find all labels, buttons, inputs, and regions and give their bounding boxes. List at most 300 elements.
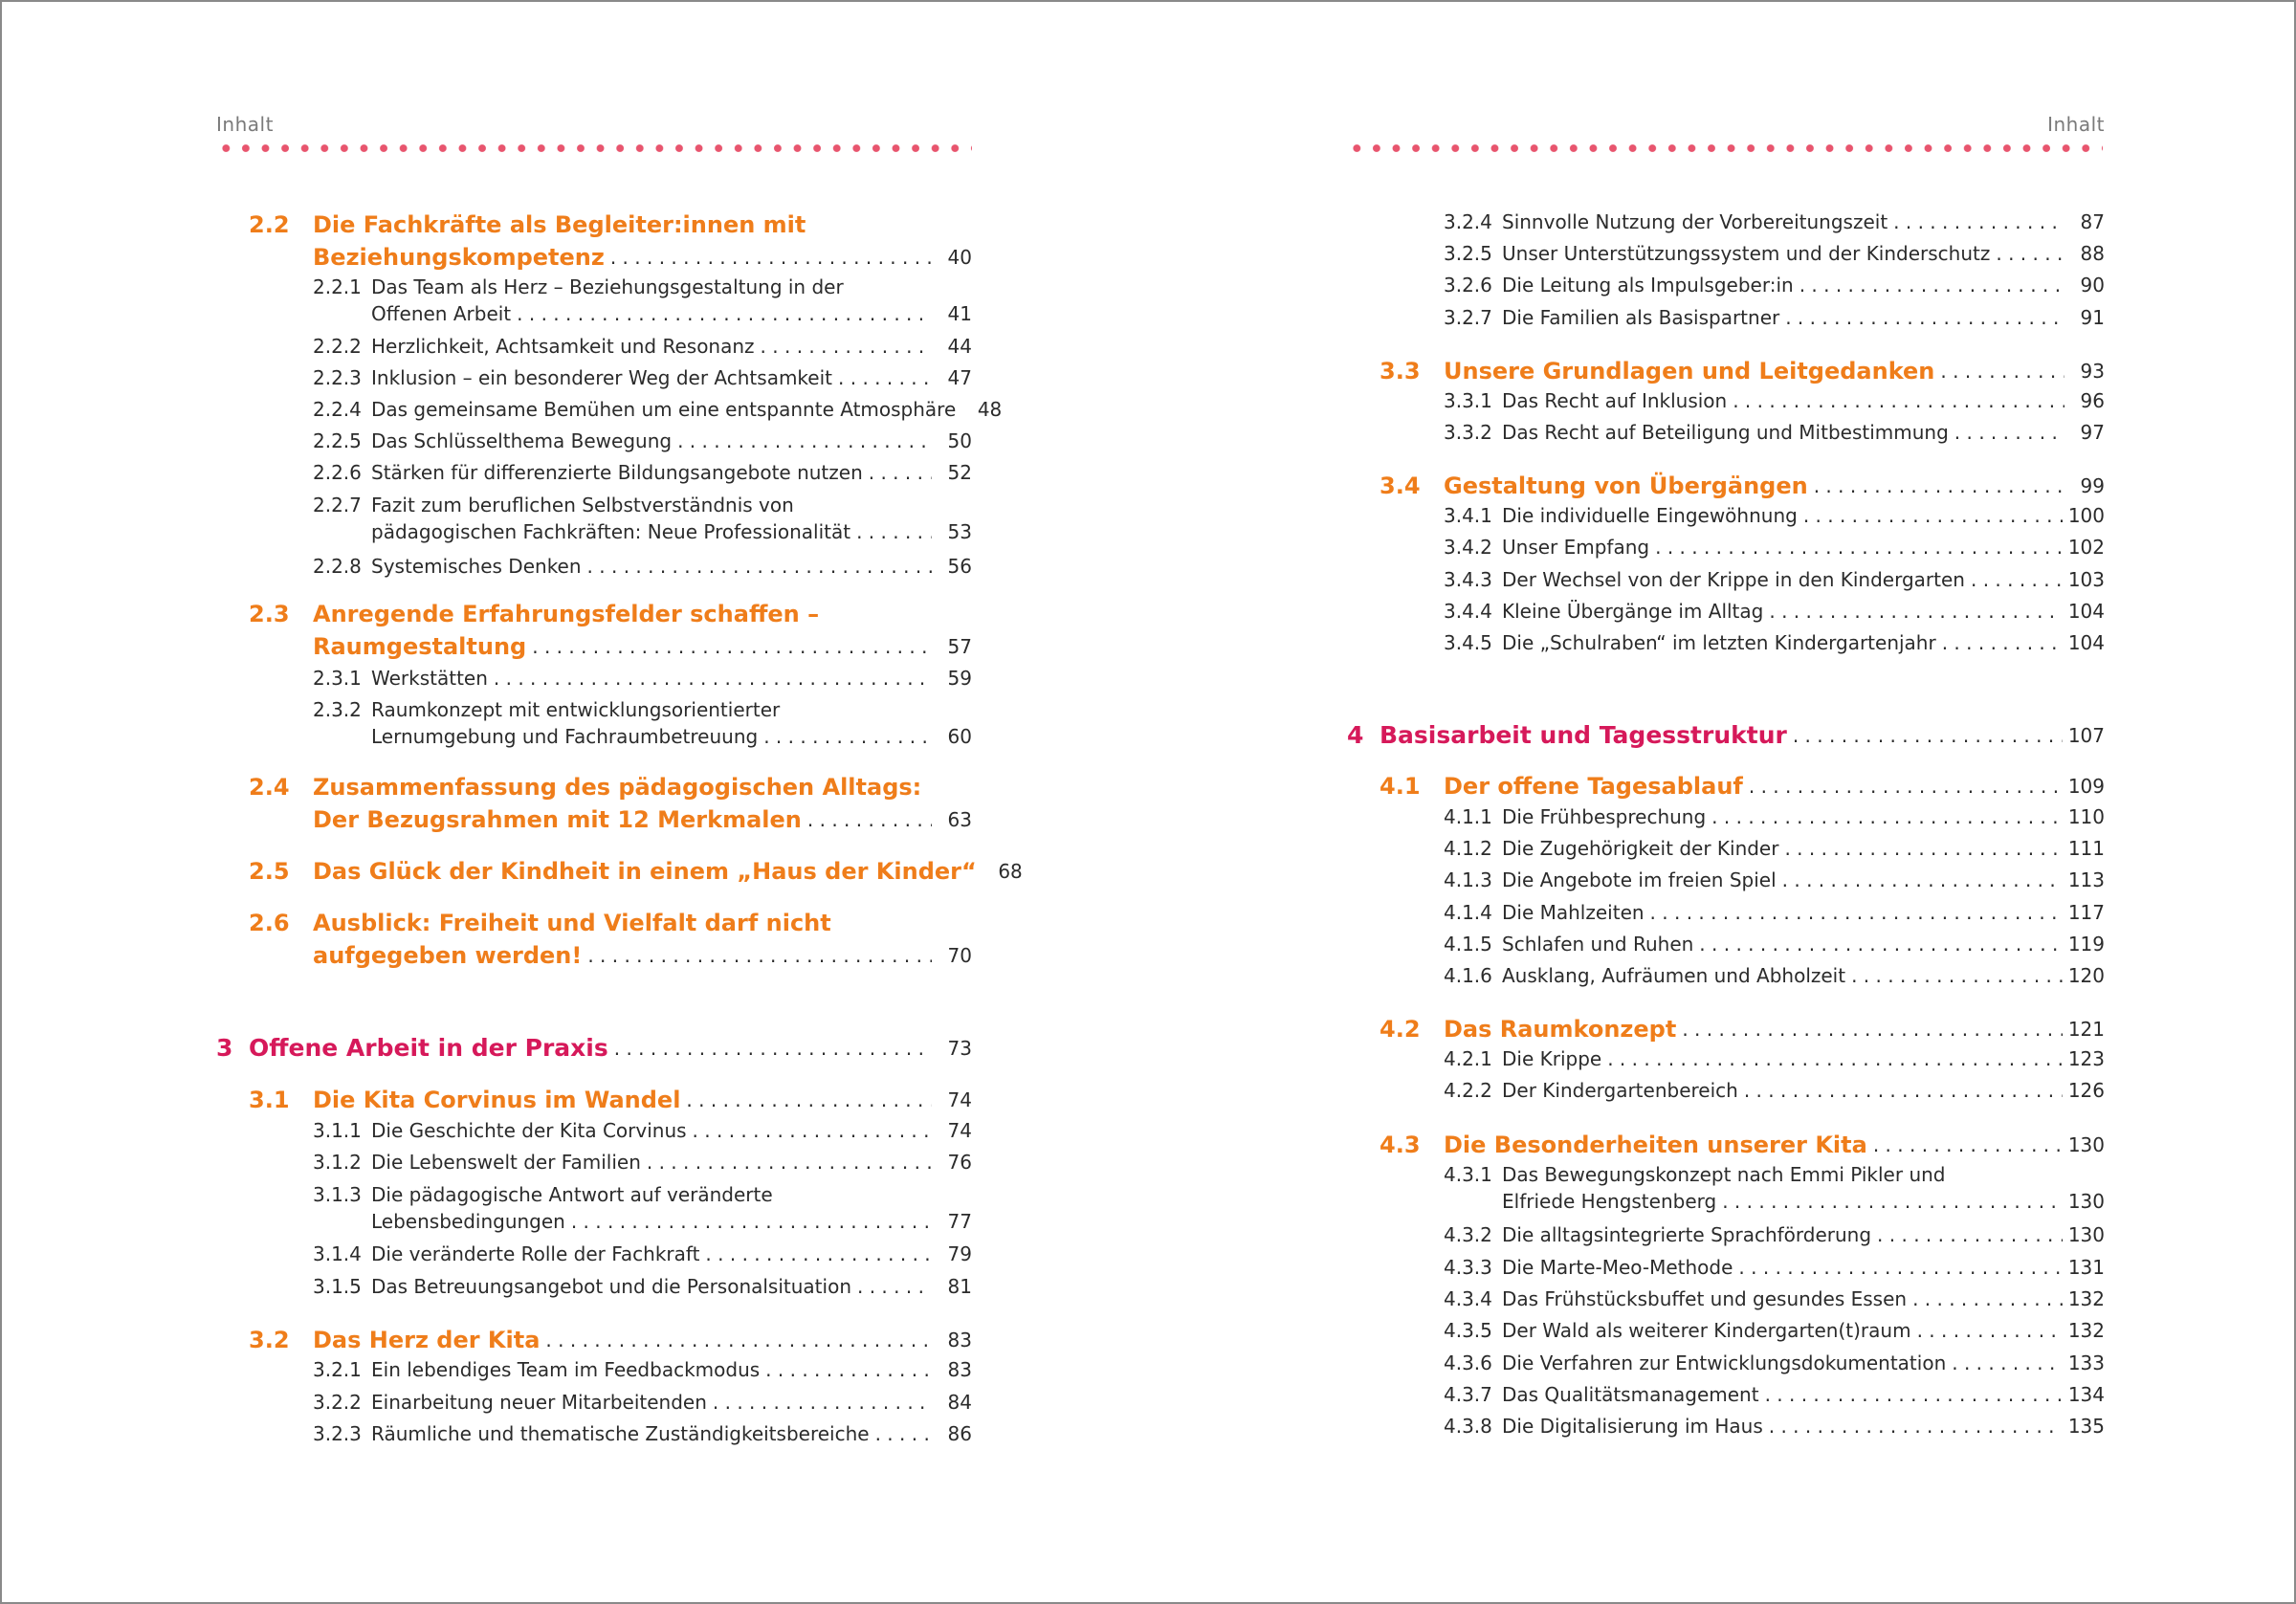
toc-entry-title-line: Basisarbeit und Tagesstruktur — [1380, 721, 1787, 749]
toc-entry-number: 3.2.4 — [1444, 210, 1492, 233]
toc-entry-page-number: 93 — [2080, 360, 2105, 383]
toc-entry-title-line: Die Angebote im freien Spiel — [1502, 868, 1777, 891]
dot-leader — [1769, 1413, 2063, 1439]
toc-entry-title-line: Ausblick: Freiheit und Vielfalt darf nicht — [313, 910, 831, 936]
toc-entry-title-line: Die Mahlzeiten — [1502, 901, 1645, 924]
toc-entry-number: 3.4 — [1380, 472, 1421, 499]
toc-entry-page-number: 70 — [947, 944, 972, 967]
dot-leader — [1682, 1013, 2062, 1045]
toc-entry-title — [371, 1389, 972, 1416]
toc-entry-title — [1444, 770, 2105, 802]
toc-entry-number: 3.4.4 — [1444, 600, 1492, 623]
toc-entry-title — [313, 1084, 972, 1116]
toc-entry-page-number: 40 — [947, 246, 972, 269]
toc-entry-title-line: Das Team als Herz – Beziehungsgestaltung in der — [371, 275, 844, 298]
toc-entry-title — [371, 1241, 972, 1267]
dot-leader — [763, 723, 932, 750]
toc-entry-title — [313, 771, 972, 836]
toc-entry-page-number: 130 — [2067, 1223, 2105, 1246]
toc-entry-title-line: Raumkonzept mit entwicklungsorientierter — [371, 698, 781, 721]
dot-leader — [1722, 1188, 2063, 1215]
toc-entry-title — [1502, 387, 2105, 414]
dotted-rule — [216, 143, 972, 153]
toc-entry-title-line: Unser Unterstützungssystem und der Kinderschutz — [1502, 242, 1991, 265]
toc-entry-number: 4.3.5 — [1444, 1319, 1492, 1342]
dot-leader — [1814, 470, 2064, 502]
dot-leader — [494, 665, 932, 692]
toc-entry-number: 4.1.1 — [1444, 805, 1492, 828]
toc-entry-title-line: Der Wald als weiterer Kindergarten(t)raum — [1502, 1319, 1911, 1342]
toc-entry-page-number: 44 — [947, 335, 972, 358]
toc-entry-title-line: Räumliche und thematische Zuständigkeitsbereiche — [371, 1422, 870, 1445]
dot-leader — [869, 459, 932, 486]
toc-entry-page-number: 102 — [2067, 536, 2105, 559]
toc-entry-title — [1502, 962, 2105, 989]
toc-entry-number: 3.2.1 — [313, 1358, 362, 1381]
toc-entry-page-number: 117 — [2067, 901, 2105, 924]
toc-entry-title — [1502, 867, 2105, 893]
toc-entry-title-line: Fazit zum beruflichen Selbstverständnis von — [371, 494, 794, 516]
toc-entry-number: 3.2.3 — [313, 1422, 362, 1445]
toc-entry-title-line: Die pädagogische Antwort auf veränderte — [371, 1183, 773, 1206]
toc-entry-number: 3.4.1 — [1444, 504, 1492, 527]
toc-entry-title-line: Anregende Erfahrungsfelder schaffen – — [313, 601, 820, 627]
dot-leader — [647, 1149, 932, 1176]
toc-entry-title-line: Der Kindergartenbereich — [1502, 1079, 1738, 1102]
toc-entry-number: 2.3.1 — [313, 667, 362, 690]
dot-leader — [545, 1324, 932, 1356]
toc-entry-page-number: 47 — [947, 366, 972, 389]
toc-entry-number: 3.2.6 — [1444, 274, 1492, 297]
toc-entry-title-line: Die Familien als Basispartner — [1502, 306, 1780, 329]
toc-entry-title-line: Der Wechsel von der Krippe in den Kindergarten — [1502, 568, 1965, 591]
toc-entry-number: 3.1.5 — [313, 1275, 362, 1298]
toc-entry-title-line: Gestaltung von Übergängen — [1444, 472, 1808, 499]
dot-leader — [1711, 803, 2063, 830]
toc-entry-title — [1502, 1350, 2105, 1376]
toc-entry-number: 2.4 — [249, 774, 290, 801]
toc-entry-page-number: 134 — [2067, 1383, 2105, 1406]
toc-entry-title-line: Das gemeinsame Bemühen um eine entspannte Atmosphäre — [371, 398, 957, 421]
toc-entry-number: 4.1.3 — [1444, 868, 1492, 891]
dot-leader — [838, 364, 932, 391]
dot-leader — [1699, 931, 2063, 957]
toc-entry-title-line: Das Glück der Kindheit in einem „Haus der Kinder“ — [313, 858, 977, 885]
toc-entry-page-number: 132 — [2067, 1287, 2105, 1310]
toc-entry-page-number: 73 — [947, 1037, 972, 1060]
toc-entry-title — [1502, 899, 2105, 926]
toc-entry-page-number: 53 — [947, 520, 972, 543]
toc-entry-title-line: Die Besonderheiten unserer Kita — [1444, 1132, 1867, 1158]
dot-leader — [1749, 770, 2063, 802]
toc-entry-title-line: Das Qualitätsmanagement — [1502, 1383, 1759, 1406]
toc-entry-title-line: Die Zugehörigkeit der Kinder — [1502, 837, 1779, 860]
toc-entry-title-line: Die „Schulraben“ im letzten Kindergartenjahr — [1502, 631, 1936, 654]
toc-entry-number: 4.2.1 — [1444, 1047, 1492, 1070]
toc-entry-title-line: Das Frühstücksbuffet und gesundes Essen — [1502, 1287, 1908, 1310]
toc-entry-number: 4.3.6 — [1444, 1351, 1492, 1374]
dot-leader — [1940, 355, 2064, 387]
dot-leader — [677, 428, 932, 454]
toc-entry-title-line: Lebensbedingungen — [371, 1210, 565, 1233]
dot-leader — [1738, 1254, 2062, 1281]
dot-leader — [1942, 629, 2063, 656]
toc-entry-title-line: Sinnvolle Nutzung der Vorbereitungszeit — [1502, 210, 1888, 233]
toc-entry-title-line: Die Marte-Meo-Methode — [1502, 1256, 1733, 1279]
toc-entry-title — [1502, 209, 2105, 235]
toc-entry-title — [371, 1356, 972, 1383]
dot-leader — [1877, 1221, 2063, 1248]
left-page — [216, 0, 1023, 1604]
toc-entry-page-number: 76 — [947, 1151, 972, 1174]
toc-entry-title — [371, 428, 972, 454]
toc-entry-number: 2.2.4 — [313, 398, 362, 421]
toc-entry-title-line: Das Recht auf Inklusion — [1502, 389, 1728, 412]
toc-entry-title — [1444, 470, 2105, 502]
dot-leader — [857, 1273, 932, 1300]
toc-entry-page-number: 123 — [2067, 1047, 2105, 1070]
toc-entry-page-number: 126 — [2067, 1079, 2105, 1102]
toc-entry-title — [1502, 566, 2105, 593]
toc-entry-title — [1502, 1221, 2105, 1248]
dot-leader — [517, 300, 932, 327]
toc-entry-title-line: Werkstätten — [371, 667, 488, 690]
toc-entry-title-line: Die Leitung als Impulsgeber:in — [1502, 274, 1794, 297]
dot-leader — [1744, 1077, 2063, 1104]
toc-entry-title — [371, 1273, 972, 1300]
toc-entry-page-number: 83 — [947, 1358, 972, 1381]
toc-entry-title — [1502, 1045, 2105, 1072]
toc-entry-title — [1502, 1285, 2105, 1312]
dot-leader — [1851, 962, 2063, 989]
toc-entry-page-number: 41 — [947, 302, 972, 325]
toc-entry-number: 3.4.2 — [1444, 536, 1492, 559]
toc-entry-number: 4.2.2 — [1444, 1079, 1492, 1102]
toc-entry-number: 2.2.2 — [313, 335, 362, 358]
toc-entry-title — [1380, 719, 2105, 752]
toc-entry-page-number: 96 — [2080, 389, 2105, 412]
toc-entry-page-number: 56 — [947, 555, 972, 578]
toc-entry-title — [1502, 304, 2105, 331]
toc-entry-number: 4.1.5 — [1444, 933, 1492, 956]
toc-entry-page-number: 119 — [2067, 933, 2105, 956]
toc-entry-title — [371, 459, 972, 486]
toc-entry-title-line: Herzlichkeit, Achtsamkeit und Resonanz — [371, 335, 755, 358]
running-head: Inhalt — [216, 113, 274, 136]
toc-entry-title — [1502, 598, 2105, 625]
toc-entry-page-number: 135 — [2067, 1415, 2105, 1438]
dotted-rule — [1347, 143, 2103, 153]
dot-leader — [1799, 272, 2064, 298]
toc-entry-title — [1502, 1161, 2105, 1215]
toc-entry-number: 4.1 — [1380, 773, 1421, 800]
toc-entry-page-number: 133 — [2067, 1351, 2105, 1374]
dot-leader — [705, 1241, 932, 1267]
dot-leader — [1733, 387, 2064, 414]
toc-entry-number: 3.1.4 — [313, 1242, 362, 1265]
toc-entry-title — [371, 1181, 972, 1235]
toc-entry-title — [1444, 355, 2105, 387]
toc-entry-title-line: Die Lebenswelt der Familien — [371, 1151, 641, 1174]
dot-leader — [532, 630, 932, 663]
toc-entry-title-line: Unser Empfang — [1502, 536, 1650, 559]
toc-entry-page-number: 50 — [947, 429, 972, 452]
toc-entry-title — [371, 696, 972, 750]
toc-entry-title — [1502, 629, 2105, 656]
dot-leader — [1765, 1381, 2063, 1408]
toc-entry-title-line: Elfriede Hengstenberg — [1502, 1190, 1717, 1213]
toc-entry-title-line: Ein lebendiges Team im Feedbackmodus — [371, 1358, 761, 1381]
toc-entry-number: 4.1.4 — [1444, 901, 1492, 924]
toc-entry-title-line: Die Verfahren zur Entwicklungsdokumentation — [1502, 1351, 1947, 1374]
toc-entry-number: 3.1 — [249, 1087, 290, 1113]
toc-entry-page-number: 88 — [2080, 242, 2105, 265]
toc-entry-title — [1502, 931, 2105, 957]
toc-entry-title-line: Die individuelle Eingewöhnung — [1502, 504, 1798, 527]
toc-entry-page-number: 77 — [947, 1210, 972, 1233]
toc-entry-title — [313, 209, 972, 274]
dot-leader — [1655, 534, 2063, 560]
toc-entry-title — [1502, 272, 2105, 298]
toc-entry-number: 3.2.2 — [313, 1391, 362, 1414]
toc-entry-page-number: 60 — [947, 725, 972, 748]
toc-entry-title — [313, 1324, 972, 1356]
toc-entry-title — [313, 598, 972, 663]
toc-entry-number: 3.2.7 — [1444, 306, 1492, 329]
toc-entry-page-number: 97 — [2080, 421, 2105, 444]
toc-entry-page-number: 107 — [2067, 724, 2105, 747]
toc-entry-title-line: Offenen Arbeit — [371, 302, 512, 325]
toc-entry-page-number: 113 — [2067, 868, 2105, 891]
toc-entry-page-number: 104 — [2067, 600, 2105, 623]
dot-leader — [1917, 1317, 2063, 1344]
toc-entry-number: 4.3.3 — [1444, 1256, 1492, 1279]
toc-entry-title-line: Die Fachkräfte als Begleiter:innen mit — [313, 211, 806, 238]
toc-entry-title — [1502, 1381, 2105, 1408]
toc-entry-title-line: Das Betreuungsangebot und die Personalsituation — [371, 1275, 851, 1298]
toc-entry-title-line: Das Herz der Kita — [313, 1327, 541, 1353]
toc-entry-page-number: 120 — [2067, 964, 2105, 987]
toc-entry-page-number: 63 — [947, 808, 972, 831]
running-head: Inhalt — [2047, 113, 2105, 136]
toc-entry-number: 3.3 — [1380, 358, 1421, 385]
toc-entry-title-line: Inklusion – ein besonderer Weg der Achtsamkeit — [371, 366, 833, 389]
dot-leader — [1769, 598, 2062, 625]
toc-entry-title — [371, 665, 972, 692]
toc-entry-title-line: Die Frühbesprechung — [1502, 805, 1707, 828]
dot-leader — [1873, 1129, 2063, 1161]
toc-entry-page-number: 130 — [2067, 1190, 2105, 1213]
toc-entry-title — [371, 1117, 972, 1144]
toc-entry-title-line: Die Krippe — [1502, 1047, 1602, 1070]
toc-entry-title-line: Die Geschichte der Kita Corvinus — [371, 1119, 687, 1142]
toc-entry-page-number: 81 — [947, 1275, 972, 1298]
toc-entry-number: 4.2 — [1380, 1016, 1421, 1043]
toc-entry-title-line: Einarbeitung neuer Mitarbeitenden — [371, 1391, 707, 1414]
toc-entry-page-number: 110 — [2067, 805, 2105, 828]
toc-entry-title — [1502, 1254, 2105, 1281]
toc-entry-number: 3.4.3 — [1444, 568, 1492, 591]
toc-entry-title — [371, 1149, 972, 1176]
dot-leader — [761, 333, 932, 360]
toc-entry-number: 4.3.4 — [1444, 1287, 1492, 1310]
toc-entry-title — [371, 553, 972, 580]
toc-entry-title-line: Offene Arbeit in der Praxis — [249, 1034, 608, 1062]
toc-entry-title-line: Das Bewegungskonzept nach Emmi Pikler und — [1502, 1163, 1946, 1186]
toc-entry-number: 2.2.7 — [313, 494, 362, 516]
dot-leader — [610, 241, 932, 274]
toc-entry-title — [313, 855, 1023, 888]
toc-entry-page-number: 57 — [947, 635, 972, 658]
dot-leader — [1784, 835, 2062, 862]
dot-leader — [693, 1117, 932, 1144]
toc-entry-title-line: Systemisches Denken — [371, 555, 582, 578]
toc-entry-page-number: 52 — [947, 461, 972, 484]
toc-entry-title-line: Die Digitalisierung im Haus — [1502, 1415, 1763, 1438]
dot-leader — [875, 1420, 932, 1447]
toc-entry-number: 2.2.6 — [313, 461, 362, 484]
toc-entry-title — [1502, 835, 2105, 862]
dot-leader — [1785, 304, 2064, 331]
toc-entry-title — [1502, 1077, 2105, 1104]
dot-leader — [614, 1032, 932, 1065]
dot-leader — [1952, 1350, 2063, 1376]
toc-entry-number: 2.2.3 — [313, 366, 362, 389]
toc-entry-number: 4 — [1347, 721, 1364, 749]
toc-entry-title — [371, 492, 972, 545]
toc-entry-page-number: 100 — [2067, 504, 2105, 527]
dot-leader — [856, 518, 932, 545]
toc-entry-title — [1444, 1013, 2105, 1045]
toc-entry-title-line: Die Kita Corvinus im Wandel — [313, 1087, 681, 1113]
toc-entry-title-line: Das Recht auf Beteiligung und Mitbestimmung — [1502, 421, 1949, 444]
toc-entry-number: 2.5 — [249, 858, 290, 885]
toc-entry-title-line: aufgegeben werden! — [313, 942, 583, 969]
toc-entry-number: 4.3 — [1380, 1132, 1421, 1158]
toc-entry-page-number: 87 — [2080, 210, 2105, 233]
toc-entry-number: 3.1.2 — [313, 1151, 362, 1174]
toc-entry-title — [1502, 419, 2105, 446]
toc-entry-page-number: 91 — [2080, 306, 2105, 329]
toc-entry-page-number: 131 — [2067, 1256, 2105, 1279]
toc-entry-title-line: Beziehungskompetenz — [313, 244, 605, 271]
toc-entry-title-line: Das Raumkonzept — [1444, 1016, 1677, 1043]
toc-entry-title-line: Schlafen und Ruhen — [1502, 933, 1694, 956]
dot-leader — [1607, 1045, 2063, 1072]
toc-entry-title — [371, 396, 1003, 423]
toc-entry-number: 3.1.3 — [313, 1183, 362, 1206]
toc-entry-number: 4.1.2 — [1444, 837, 1492, 860]
dot-leader — [765, 1356, 932, 1383]
toc-entry-number: 2.2.8 — [313, 555, 362, 578]
toc-entry-title-line: Der offene Tagesablauf — [1444, 773, 1743, 800]
toc-entry-page-number: 79 — [947, 1242, 972, 1265]
toc-entry-number: 2.2 — [249, 211, 290, 238]
toc-entry-title — [249, 1032, 972, 1065]
toc-entry-page-number: 130 — [2067, 1133, 2105, 1156]
toc-entry-number: 2.3 — [249, 601, 290, 627]
toc-entry-title — [371, 333, 972, 360]
toc-entry-number: 3 — [216, 1034, 233, 1062]
toc-entry-title — [1502, 803, 2105, 830]
toc-entry-title-line: Kleine Übergänge im Alltag — [1502, 600, 1764, 623]
right-page — [1347, 0, 2105, 1604]
toc-entry-number: 4.3.7 — [1444, 1383, 1492, 1406]
toc-entry-title-line: Der Bezugsrahmen mit 12 Merkmalen — [313, 806, 802, 833]
toc-entry-number: 2.3.2 — [313, 698, 362, 721]
toc-entry-number: 4.3.2 — [1444, 1223, 1492, 1246]
toc-entry-page-number: 121 — [2067, 1018, 2105, 1041]
toc-entry-title — [1502, 534, 2105, 560]
toc-entry-title-line: Stärken für differenzierte Bildungsangebote nutzen — [371, 461, 863, 484]
toc-entry-number: 2.2.5 — [313, 429, 362, 452]
toc-entry-title-line: Lernumgebung und Fachraumbetreuung — [371, 725, 759, 748]
toc-entry-title-line: Die veränderte Rolle der Fachkraft — [371, 1242, 700, 1265]
dot-leader — [571, 1208, 932, 1235]
toc-entry-page-number: 90 — [2080, 274, 2105, 297]
toc-entry-title — [1502, 1413, 2105, 1439]
dot-leader — [1996, 240, 2064, 267]
dot-leader — [686, 1084, 932, 1116]
toc-entry-page-number: 99 — [2080, 474, 2105, 497]
toc-entry-number: 2.6 — [249, 910, 290, 936]
dot-leader — [1650, 899, 2063, 926]
dot-leader — [1971, 566, 2063, 593]
toc-entry-title — [371, 274, 972, 327]
toc-entry-title-line: pädagogischen Fachkräften: Neue Professionalität — [371, 520, 851, 543]
toc-entry-title — [313, 907, 972, 972]
toc-entry-number: 4.1.6 — [1444, 964, 1492, 987]
toc-entry-title-line: Zusammenfassung des pädagogischen Alltags: — [313, 774, 922, 801]
toc-entry-page-number: 111 — [2067, 837, 2105, 860]
toc-entry-title-line: Unsere Grundlagen und Leitgedanken — [1444, 358, 1935, 385]
toc-entry-title-line: Die alltagsintegrierte Sprachförderung — [1502, 1223, 1872, 1246]
dot-leader — [1912, 1285, 2063, 1312]
dot-leader — [1793, 719, 2063, 752]
toc-entry-page-number: 86 — [947, 1422, 972, 1445]
toc-entry-page-number: 132 — [2067, 1319, 2105, 1342]
dot-leader — [1782, 867, 2063, 893]
toc-entry-title — [1444, 1129, 2105, 1161]
toc-entry-number: 3.4.5 — [1444, 631, 1492, 654]
toc-entry-page-number: 68 — [998, 860, 1023, 883]
dot-leader — [1954, 419, 2064, 446]
dot-leader — [1803, 502, 2063, 529]
dot-leader — [587, 939, 932, 972]
toc-entry-title — [371, 364, 972, 391]
dot-leader — [1893, 209, 2064, 235]
toc-entry-number: 4.3.1 — [1444, 1163, 1492, 1186]
dot-leader — [713, 1389, 932, 1416]
toc-entry-number: 3.2.5 — [1444, 242, 1492, 265]
toc-entry-title — [1502, 240, 2105, 267]
toc-entry-title — [371, 1420, 972, 1447]
toc-entry-page-number: 74 — [947, 1088, 972, 1111]
toc-entry-number: 3.2 — [249, 1327, 290, 1353]
toc-entry-number: 3.1.1 — [313, 1119, 362, 1142]
toc-entry-page-number: 109 — [2067, 775, 2105, 798]
toc-entry-page-number: 48 — [977, 398, 1003, 421]
toc-entry-title-line: Ausklang, Aufräumen und Abholzeit — [1502, 964, 1846, 987]
dot-leader — [587, 553, 932, 580]
toc-entry-number: 3.3.1 — [1444, 389, 1492, 412]
toc-entry-title-line: Raumgestaltung — [313, 633, 527, 660]
toc-entry-page-number: 59 — [947, 667, 972, 690]
toc-entry-title — [1502, 502, 2105, 529]
dot-leader — [807, 803, 932, 836]
toc-entry-page-number: 84 — [947, 1391, 972, 1414]
toc-entry-page-number: 103 — [2067, 568, 2105, 591]
